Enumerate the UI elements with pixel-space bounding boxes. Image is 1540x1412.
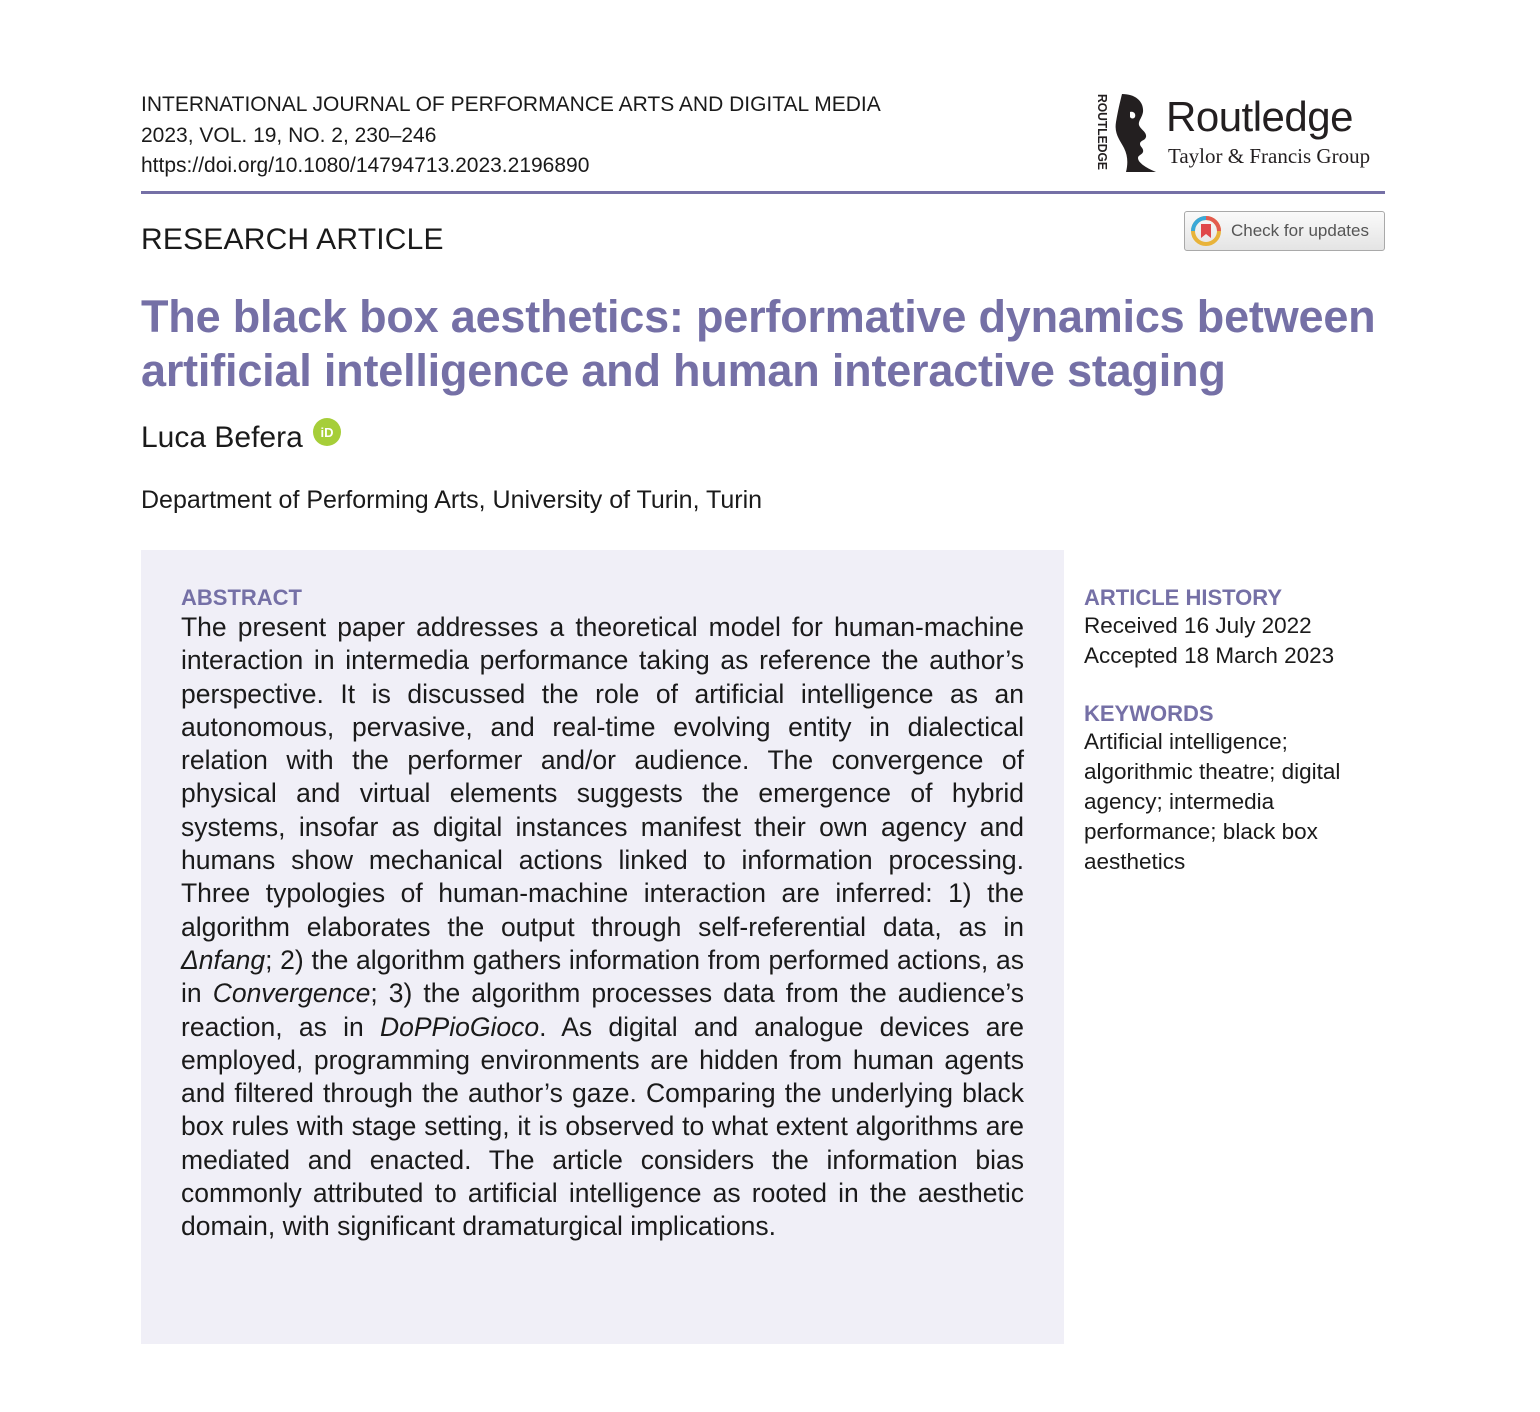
article-history-heading: ARTICLE HISTORY bbox=[1084, 585, 1283, 610]
journal-name: INTERNATIONAL JOURNAL OF PERFORMANCE ARTS AND DIGITAL MEDIA bbox=[141, 93, 881, 116]
article-type: RESEARCH ARTICLE bbox=[141, 223, 444, 256]
abstract-text bbox=[181, 611, 1024, 1244]
crossmark-icon bbox=[1191, 216, 1221, 246]
article-title: The black box aesthetics: performative dynamics between artificial intelligence and human interactive staging bbox=[141, 291, 1376, 396]
header-divider bbox=[141, 191, 1385, 194]
publisher-group: Taylor & Francis Group bbox=[1168, 144, 1371, 168]
accepted-date: Accepted 18 March 2023 bbox=[1084, 643, 1335, 668]
doi-link[interactable]: https://doi.org/10.1080/14794713.2023.2196890 bbox=[141, 154, 590, 177]
keywords-heading: KEYWORDS bbox=[1084, 701, 1214, 726]
work-title-anfang: Δnfang bbox=[181, 944, 266, 975]
journal-header bbox=[141, 90, 881, 182]
received-date: Received 16 July 2022 bbox=[1084, 613, 1312, 638]
author-name[interactable]: Luca Befera bbox=[141, 421, 303, 454]
abstract-part-3: ; 3) the algorithm processes data from the audience’s reaction, as in bbox=[181, 978, 1024, 1042]
abstract-part-1: The present paper addresses a theoretical model for human-machine interaction in intermedia performance taking as reference the author’s perspective. It is discussed the role of artificial intelligence as an autonomous, pervasive, and real-time evolving entity in dialectical relation with the performer and/or audience. The convergence of physical and virtual elements suggests the emergence of hybrid systems, insofar as digital instances manifest their own agency and humans show mechanical actions linked to information processing. Three typologies of human-machine interaction are inferred: 1) the algorithm elaborates the output through self-referential data, as in bbox=[181, 612, 1024, 942]
publisher-name: Routledge bbox=[1166, 93, 1353, 140]
author-line bbox=[141, 420, 341, 456]
routledge-vertical-wordmark bbox=[1094, 92, 1112, 172]
work-title-convergence: Convergence bbox=[212, 978, 371, 1009]
author-affiliation: Department of Performing Arts, University of Turin, Turin bbox=[141, 486, 763, 514]
keywords-list: Artificial intelligence; algorithmic theatre; digital agency; intermedia performance; black box aesthetics bbox=[1084, 729, 1341, 874]
keywords-block bbox=[1084, 701, 1384, 877]
orcid-icon[interactable] bbox=[313, 418, 341, 446]
check-for-updates-button[interactable] bbox=[1184, 211, 1385, 251]
routledge-vertical-text: ROUTLEDGE bbox=[1095, 94, 1109, 172]
abstract-panel bbox=[141, 550, 1064, 1344]
abstract-part-4: . As digital and analogue devices are employed, programming environments are hidden from human agents and filtered through the author’s gaze. Comparing the underlying black box rules with stage setting, it is observed to what extent algorithms are mediated and enacted. The article considers the information bias commonly attributed to artificial intelligence as rooted in the aesthetic domain, with significant dramaturgical implications. bbox=[181, 1011, 1024, 1242]
routledge-logo bbox=[1094, 90, 1386, 176]
work-title-doppiogioco: DoPPioGioco bbox=[379, 1011, 540, 1042]
check-for-updates-label: Check for updates bbox=[1231, 221, 1369, 240]
abstract-heading: ABSTRACT bbox=[181, 585, 302, 610]
journal-citation: 2023, VOL. 19, NO. 2, 230–246 bbox=[141, 123, 437, 147]
abstract-part-2: ; 2) the algorithm gathers information from performed actions, as in bbox=[181, 944, 1024, 1009]
orcid-label: iD bbox=[320, 425, 334, 440]
article-sidebar bbox=[1084, 585, 1384, 877]
routledge-head-icon bbox=[1114, 92, 1158, 174]
